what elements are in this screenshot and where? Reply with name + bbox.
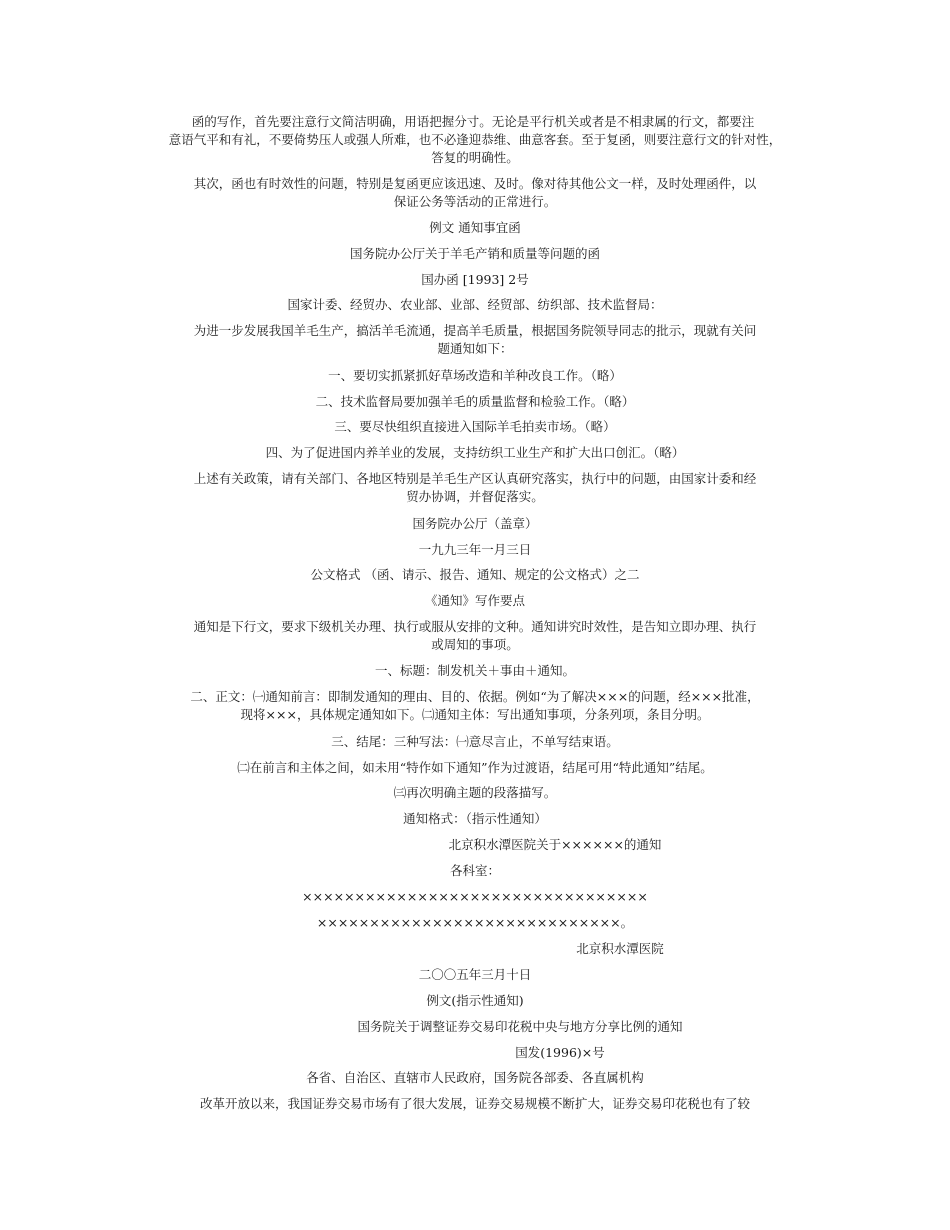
text-line: 三、结尾：三种写法：㈠意尽言止，不单写结束语。 [331,734,619,749]
text-line: 国务院办公厅关于羊毛产销和质量等问题的函 [349,246,600,261]
text-line: 答复的明确性。 [431,150,519,165]
text-line: 北京积水潭医院 [576,941,664,956]
text-line: 国发(1996)×号 [515,1045,605,1060]
text-line: 公文格式 （函、请示、报告、通知、规定的公文格式）之二 [310,567,640,582]
text-line: 题通知如下： [437,341,513,356]
text-line: 四、为了促进国内养羊业的发展，支持纺织工业生产和扩大出口创汇。（略） [265,445,685,460]
text-line: ㈡在前言和主体之间，如未用“特作如下通知”作为过渡语，结尾可用“特此通知”结尾。 [237,760,713,775]
text-line: 为进一步发展我国羊毛生产，搞活羊毛流通，提高羊毛质量，根据国务院领导同志的批示，现就有关问 [193,323,757,338]
text-line: 通知是下行文，要求下级机关办理、执行或服从安排的文种。通知讲究时效性，是告知立即办理、执行 [193,619,757,634]
text-line: 二、技术监督局要加强羊毛的质量监督和检验工作。（略） [315,394,635,409]
text-line: 其次，函也有时效性的问题，特别是复函更应该迅速、及时。像对待其他公文一样，及时处理函件，以 [193,176,757,191]
text-line: 例文(指示性通知) [426,993,524,1008]
text-line: 改革开放以来，我国证券交易市场有了很大发展，证券交易规模不断扩大，证券交易印花税也有了较 [199,1096,750,1111]
text-line: 保证公务等活动的正常进行。 [393,194,557,209]
text-line: 三、要尽快组织直接进入国际羊毛拍卖市场。（略） [334,419,616,434]
text-line: 各科室： [449,863,500,878]
text-line: 国务院关于调整证券交易印花税中央与地方分享比例的通知 [357,1019,683,1034]
text-line: 通知格式：（指示性通知） [403,811,547,826]
text-line: 国务院办公厅（盖章） [412,516,538,531]
text-line: 一、要切实抓紧抓好草场改造和羊种改良工作。（略） [328,368,622,383]
text-line: 各省、自治区、直辖市人民政府，国务院各部委、各直属机构 [306,1070,644,1085]
text-line: 函的写作，首先要注意行文简洁明确，用语把握分寸。无论是平行机关或者是不相隶属的行文，都要注 [191,114,755,129]
text-line: ××××××××××××××××××××××××××××××××× [302,889,648,904]
text-line: 国办函 [1993] 2号 [421,272,529,287]
text-line: 贸办协调，并督促落实。 [406,489,544,504]
text-line: 二〇〇五年三月十日 [418,967,532,982]
text-line: 例文 通知事宜函 [429,220,521,235]
text-line: 国家计委、经贸办、农业部、业部、经贸部、纺织部、技术监督局： [287,297,663,312]
text-line: ㈢再次明确主题的段落描写。 [393,785,557,800]
text-line: 《通知》写作要点 [424,593,525,608]
text-line: ×××××××××××××××××××××××××××××。 [316,915,634,930]
text-line: 意语气平和有礼，不要倚势压人或强人所难，也不必逢迎恭维、曲意客套。至于复函，则要注意行文的针对性， [168,132,782,147]
text-line: 上述有关政策，请有关部门、各地区特别是羊毛生产区认真研究落实，执行中的问题，由国家计委和经 [193,471,757,486]
text-line: 北京积水潭医院关于××××××的通知 [448,837,662,852]
text-line: 一、标题：制发机关＋事由＋通知。 [374,663,575,678]
text-line: 一九九三年一月三日 [418,542,532,557]
text-line: 二、正文：㈠通知前言：即制发通知的理由、目的、依据。例如“为了解决×××的问题，经×××批准， [190,689,760,704]
text-line: 或周知的事项。 [431,637,519,652]
text-line: 现将×××，具体规定通知如下。㈡通知主体：写出通知事项，分条列项，条目分明。 [240,707,710,722]
